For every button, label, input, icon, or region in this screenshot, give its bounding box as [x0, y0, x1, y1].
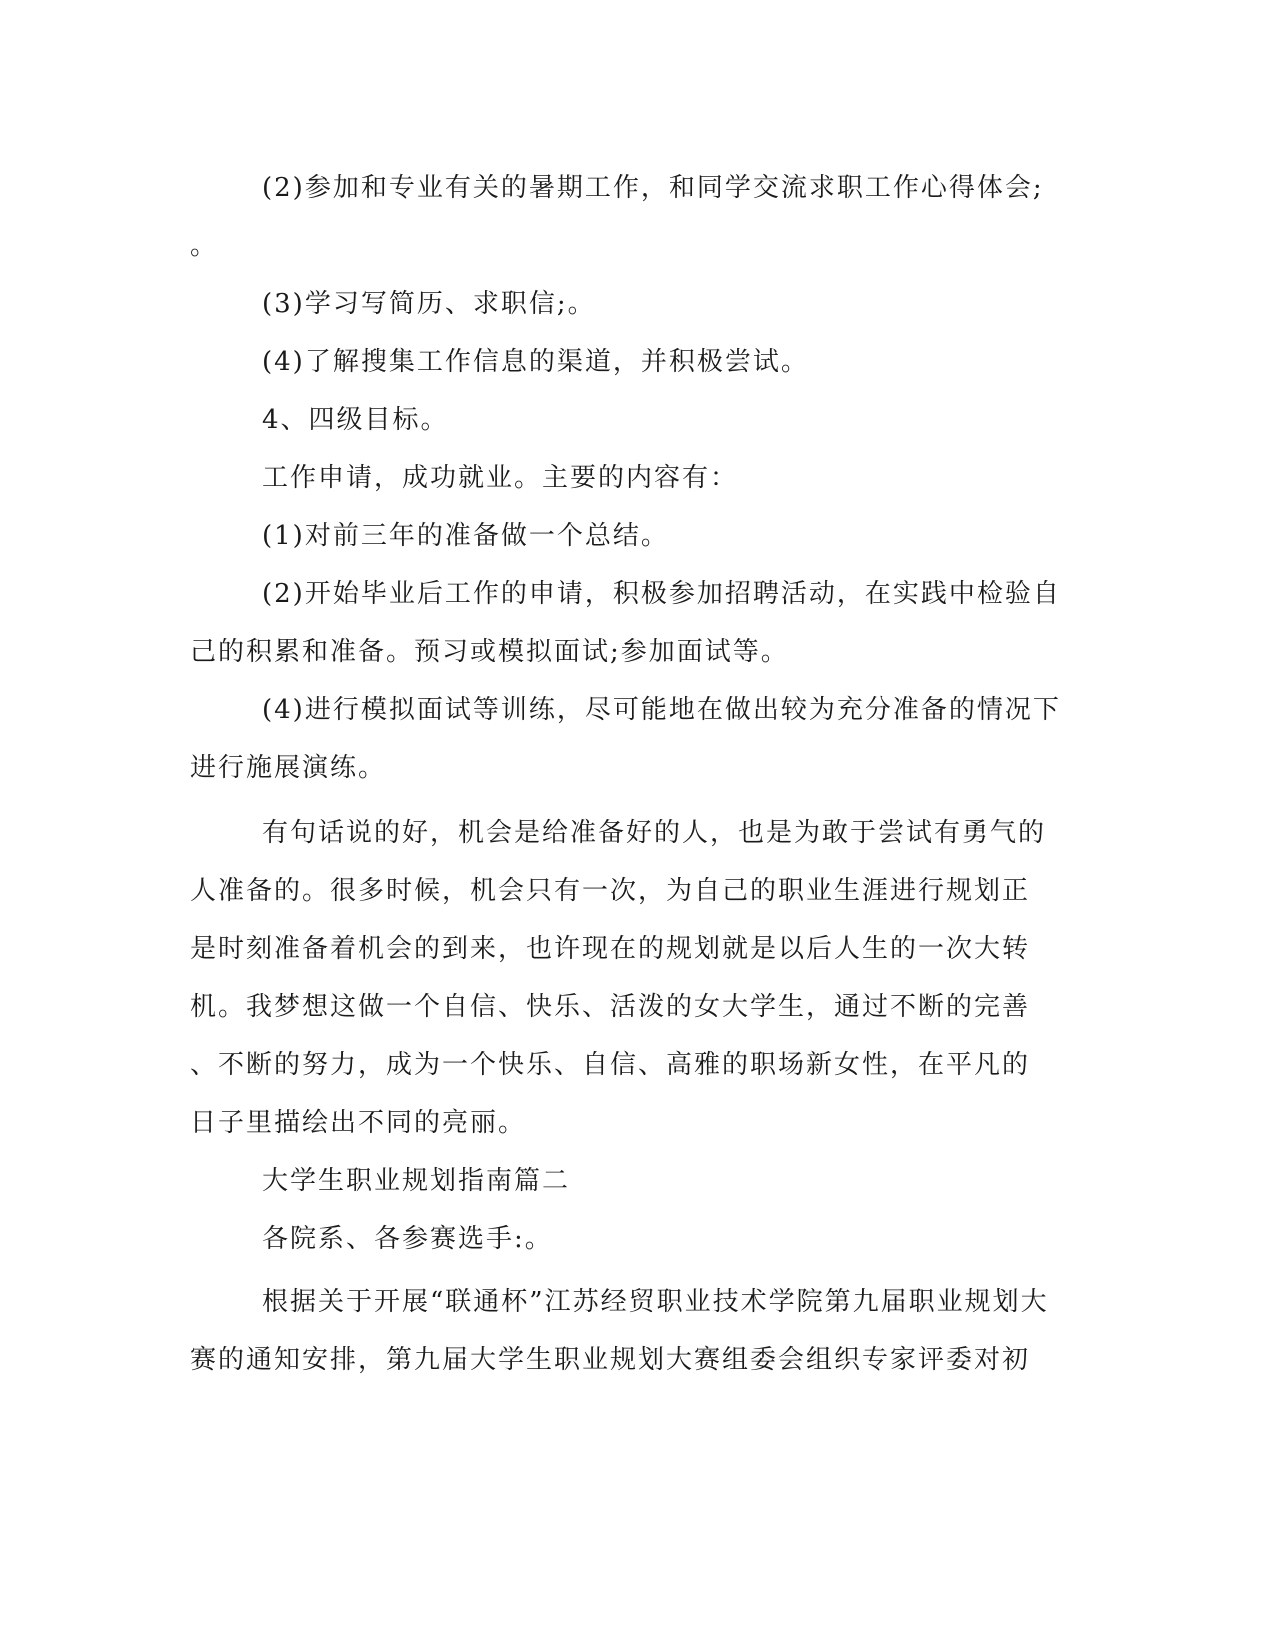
paragraph-line: 是时刻准备着机会的到来，也许现在的规划就是以后人生的一次大转	[190, 934, 1031, 964]
paragraph-line: (4)进行模拟面试等训练，尽可能地在做出较为充分准备的情况下	[262, 695, 1061, 725]
paragraph-line: (2)参加和专业有关的暑期工作，和同学交流求职工作心得体会;	[262, 173, 1044, 203]
section-title: 大学生职业规划指南篇二	[262, 1166, 571, 1196]
paragraph-line: 己的积累和准备。预习或模拟面试;参加面试等。	[190, 637, 789, 667]
paragraph-line: (1)对前三年的准备做一个总结。	[262, 521, 669, 551]
paragraph-line: 机。我梦想这做一个自信、快乐、活泼的女大学生，通过不断的完善	[190, 992, 1031, 1022]
paragraph-line: (3)学习写简历、求职信;。	[262, 289, 596, 319]
paragraph-line: 根据关于开展“联通杯”江苏经贸职业技术学院第九届职业规划大	[262, 1287, 1049, 1317]
paragraph-line: 日子里描绘出不同的亮丽。	[190, 1108, 527, 1138]
salutation-line: 各院系、各参赛选手:。	[262, 1224, 553, 1254]
paragraph-line: 。	[190, 231, 219, 261]
paragraph-line: 进行施展演练。	[190, 753, 387, 783]
paragraph-line: (2)开始毕业后工作的申请，积极参加招聘活动，在实践中检验自	[262, 579, 1061, 609]
paragraph-line: 有句话说的好，机会是给准备好的人，也是为敢于尝试有勇气的	[262, 818, 1047, 848]
paragraph-line: 人准备的。很多时候，机会只有一次，为自己的职业生涯进行规划正	[190, 876, 1031, 906]
paragraph-line: 、不断的努力，成为一个快乐、自信、高雅的职场新女性，在平凡的	[190, 1050, 1031, 1080]
paragraph-line: (4)了解搜集工作信息的渠道，并积极尝试。	[262, 347, 809, 377]
section-heading: 4、四级目标。	[262, 405, 449, 435]
paragraph-line: 赛的通知安排，第九届大学生职业规划大赛组委会组织专家评委对初	[190, 1345, 1031, 1375]
paragraph-line: 工作申请，成功就业。主要的内容有：	[262, 463, 739, 493]
